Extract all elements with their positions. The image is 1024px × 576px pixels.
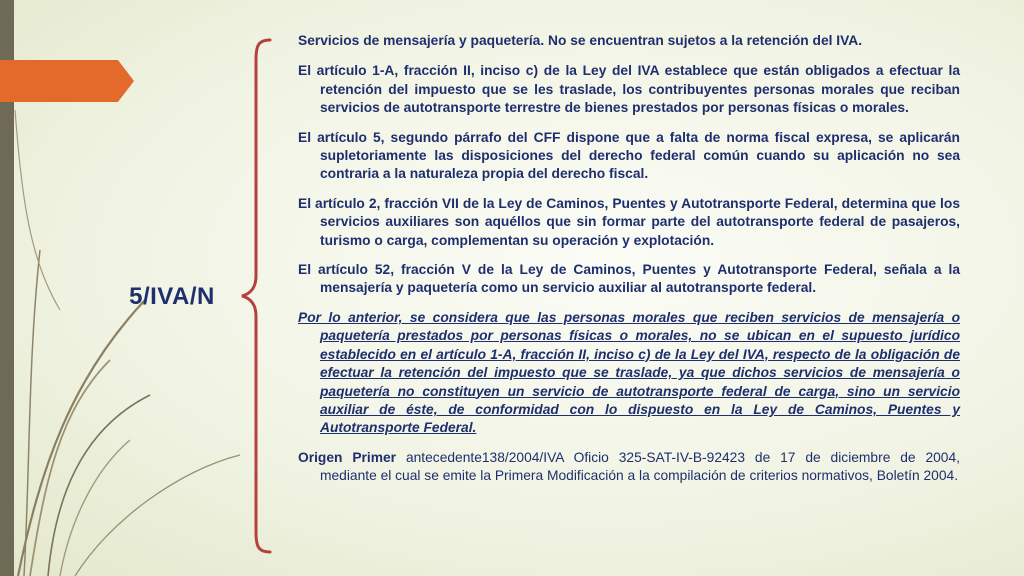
criterion-heading: Servicios de mensajería y paquetería. No se encuentran sujetos a la retención del IVA. (298, 33, 863, 48)
paragraph-article-52-caminos: El artículo 52, fracción V de la Ley de Caminos, Puentes y Autotransporte Federal, señala a la mensajería y paquetería como un servicio auxiliar al autotransporte federal. (298, 262, 960, 296)
origin-label: Origen Primer (298, 449, 397, 465)
paragraph-article-5-cff: El artículo 5, segundo párrafo del CFF dispone que a falta de norma fiscal expresa, se aplicarán supletoriamente las disposiciones del derecho federal común cuando su aplicación no sea contraria a la naturaleza propia del derecho fiscal. (298, 129, 960, 182)
paragraph-conclusion: Por lo anterior, se considera que las personas morales que reciben servicios de mensajería o paquetería prestados por personas físicas o morales, no se ubican en el supuesto jurídico establecido en el artículo 1-A, fracción II, inciso c) de la Ley del IVA, respecto de la obligación de efectuar la retención del impuesto que se traslade, ya que dichos servicios de mensajería o paquetería no constituyen un servicio de autotransporte federal de carga, sino un servicio auxiliar de éste, de conformidad con lo dispuesto en la Ley de Caminos, Puentes y Autotransporte Federal. (298, 309, 960, 436)
orange-arrow-tab (0, 60, 134, 102)
origin-text: antecedente138/2004/IVA Oficio 325-SAT-IV-B-92423 de 17 de diciembre de 2004, mediante el cual se emite la Primera Modificación a la compilación de criterios normativos, Boletín 2004. (320, 449, 960, 484)
paragraph-origin (298, 449, 960, 486)
paragraph-article-1a: El artículo 1-A, fracción II, inciso c) de la Ley del IVA establece que están obligados a efectuar la retención del impuesto que se les traslade, los contribuyentes personas morales que reciban servicios de autotransporte terrestre de bienes prestados por personas físicas o morales. (298, 63, 960, 116)
criterion-text-body (298, 32, 960, 497)
left-curly-brace (240, 38, 274, 554)
slide-side-title: 5/IVA/N (129, 283, 215, 310)
paragraph-article-2-caminos: El artículo 2, fracción VII de la Ley de Caminos, Puentes y Autotransporte Federal, determina que los servicios auxiliares son aquéllos que sin formar parte del autotransporte federal de pasajeros, turismo o carga, complementan su operación y explotación. (298, 195, 960, 248)
